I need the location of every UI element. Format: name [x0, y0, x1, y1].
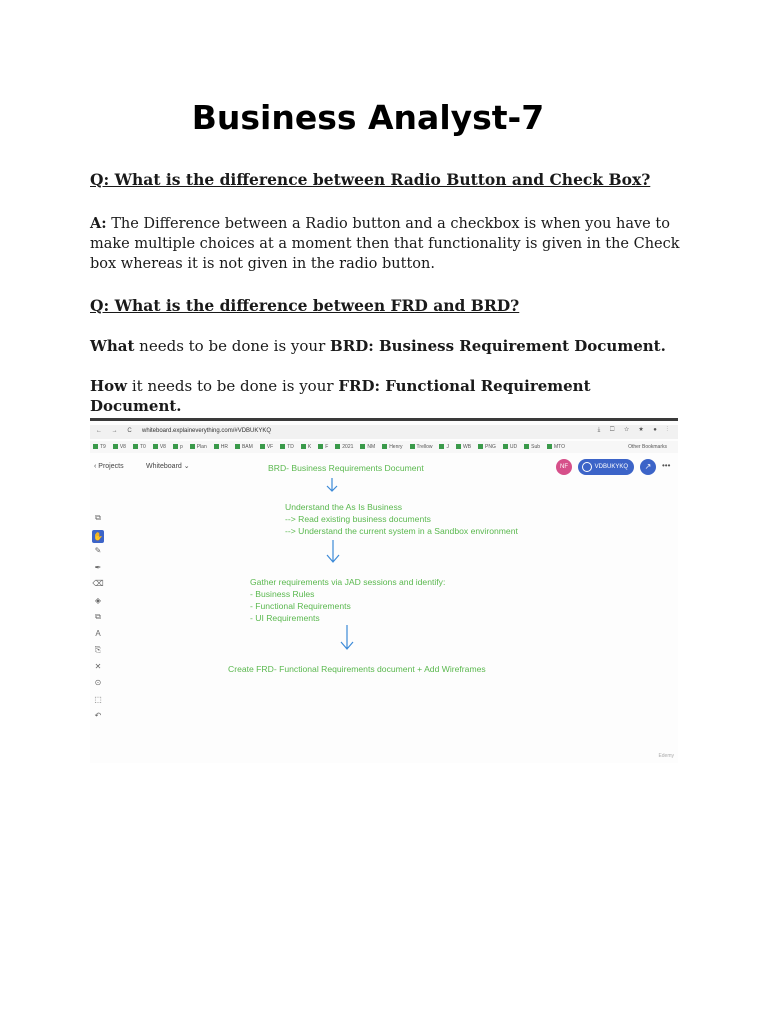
bookmark-item	[439, 444, 449, 450]
tool-icon: ✒	[94, 562, 102, 572]
step-1-a: --> Read existing business documents	[285, 514, 431, 524]
share-icon: ↗	[640, 459, 656, 475]
bookmark-item	[382, 444, 402, 450]
brd-title: BRD- Business Requirements Document	[268, 463, 424, 473]
bookmark-label: BAM	[241, 444, 253, 450]
bookmark-icon	[280, 444, 285, 449]
url-text: whiteboard.explaineverything.com/#VDBUKYKQ	[142, 428, 272, 434]
bookmark-item	[410, 444, 433, 450]
step-2: Gather requirements via JAD sessions and identify:	[250, 577, 446, 587]
bookmark-icon	[547, 444, 552, 449]
down-arrow-2	[326, 539, 340, 565]
bookmark-label: V8	[119, 444, 126, 450]
bookmark-icon	[173, 444, 178, 449]
bookmark-item	[301, 444, 311, 450]
tool-icon: A	[95, 628, 101, 638]
whiteboard-menu: Whiteboard ⌄	[146, 463, 190, 470]
bookmark-icon	[190, 444, 195, 449]
bookmark-label: Plan	[196, 444, 207, 450]
session-code-badge	[578, 459, 634, 475]
step-2-a: - Business Rules	[250, 589, 315, 599]
bookmark-item	[173, 444, 183, 450]
bookmark-label: UD	[509, 444, 518, 450]
bookmark-item	[235, 444, 253, 450]
bookmark-item	[318, 444, 328, 450]
brd-definition: BRD: Business Requirement Document.	[330, 337, 666, 355]
bookmark-icon	[456, 444, 461, 449]
browser-tool-icons: ⤓ ☐ ☆ ★ ● ⋮	[597, 427, 672, 433]
bookmark-label: VF	[266, 444, 274, 450]
bookmark-label: T0	[139, 444, 146, 450]
how-line	[90, 376, 680, 416]
bookmark-item	[456, 444, 471, 450]
bookmark-label: WB	[462, 444, 472, 450]
bookmark-label: F	[325, 444, 329, 450]
down-arrow-1	[326, 477, 338, 493]
more-icon: •••	[662, 461, 671, 470]
step-1-block	[285, 501, 518, 537]
browser-address-bar	[90, 425, 678, 439]
tool-icon: ⎘	[94, 645, 102, 654]
watermark-credit: Edemy	[658, 753, 674, 759]
bookmark-icon	[153, 444, 158, 449]
how-word: How	[90, 377, 128, 395]
bookmark-item	[93, 444, 106, 450]
bookmark-icon	[360, 444, 365, 449]
bookmark-label: PNG	[485, 444, 496, 450]
projects-link: ‹ Projects	[94, 463, 124, 470]
bookmark-item	[280, 444, 294, 450]
browser-nav-icons: ← → C	[96, 428, 136, 434]
bookmark-icon	[260, 444, 265, 449]
bookmark-icon	[503, 444, 508, 449]
page-title: Business Analyst-7	[191, 98, 545, 137]
bookmark-label: K	[307, 444, 312, 450]
tool-icon: ◈	[94, 595, 102, 605]
bookmark-icon	[524, 444, 529, 449]
tool-icon: ↶	[94, 711, 102, 720]
bookmark-label: NM	[367, 444, 376, 450]
bookmark-icon	[235, 444, 240, 449]
step-2-b: - Functional Requirements	[250, 601, 351, 611]
step-1: Understand the As Is Business	[285, 502, 403, 512]
bookmark-item	[214, 444, 228, 450]
question-2: Q: What is the difference between FRD and BRD?	[90, 296, 520, 315]
bookmark-icon	[113, 444, 118, 449]
projects-label: Projects	[98, 463, 124, 470]
bookmark-label: MTO	[554, 444, 566, 450]
bookmark-item	[503, 444, 517, 450]
bookmark-label: p	[179, 444, 183, 450]
bookmark-item	[360, 444, 375, 450]
other-bookmarks: Other Bookmarks	[628, 444, 667, 450]
tool-icon: ✋	[93, 531, 103, 541]
bookmark-icon	[335, 444, 340, 449]
step-3: Create FRD- Functional Requirements document + Add Wireframes	[228, 664, 486, 674]
bookmark-label: TD	[287, 444, 294, 450]
bookmark-item	[113, 444, 126, 450]
answer-1-text: The Difference between a Radio button and a checkbox is when you have to make multiple choices at a moment then that functionality is given in the Check box whereas it is not given in the radio button.	[90, 216, 680, 272]
frd-definition: FRD: Functional Requirement Document.	[90, 377, 591, 415]
bookmark-item	[524, 444, 540, 450]
bookmark-list	[93, 444, 572, 450]
bookmark-item	[153, 444, 166, 450]
bookmark-label: V8	[159, 444, 166, 450]
what-word: What	[90, 337, 135, 355]
bookmark-icon	[301, 444, 306, 449]
tool-icon: ✎	[94, 546, 102, 555]
what-middle: needs to be done is your	[134, 337, 331, 355]
bookmark-item	[547, 444, 565, 450]
session-code: VDBUKYKQ	[594, 464, 628, 470]
bookmark-icon	[478, 444, 483, 449]
bookmark-label: Sub	[531, 444, 541, 450]
what-line	[90, 336, 680, 356]
bookmark-icon	[382, 444, 387, 449]
bookmark-item	[478, 444, 496, 450]
step-1-b: --> Understand the current system in a Sandbox environment	[285, 526, 518, 536]
bookmark-label: 2021	[342, 444, 354, 450]
how-middle: it needs to be done is your	[127, 377, 339, 395]
tool-icon: ⌫	[92, 579, 104, 588]
bookmark-item	[133, 444, 146, 450]
tool-icon: ✕	[94, 661, 102, 671]
bookmark-icon	[214, 444, 219, 449]
step-2-block	[250, 576, 445, 624]
bookmark-label: HR	[220, 444, 228, 450]
bookmark-icon	[133, 444, 138, 449]
bookmark-icon	[318, 444, 323, 449]
bookmark-label: Trellow	[416, 444, 433, 450]
question-1: Q: What is the difference between Radio Button and Check Box?	[90, 170, 651, 189]
avatar: NF	[556, 459, 572, 475]
drawing-toolbar	[92, 513, 104, 728]
bookmark-icon	[93, 444, 98, 449]
bookmark-label: T9	[100, 444, 106, 450]
bookmark-item	[190, 444, 207, 450]
whiteboard-screenshot	[90, 418, 678, 763]
bookmarks-bar	[90, 441, 678, 453]
down-arrow-3	[340, 624, 354, 652]
tool-icon: ⬚	[94, 694, 102, 704]
tool-icon: ⧉	[95, 612, 101, 621]
whiteboard-menu-label: Whiteboard	[146, 463, 182, 470]
bookmark-item	[335, 444, 353, 450]
bookmark-item	[260, 444, 273, 450]
user-icon	[582, 462, 592, 472]
answer-1-label: A:	[90, 215, 107, 232]
bookmark-label: Henry	[389, 444, 403, 450]
bookmark-icon	[410, 444, 415, 449]
bookmark-label: J	[446, 444, 449, 450]
answer-1	[90, 214, 680, 274]
tool-icon: ⊙	[94, 678, 102, 687]
step-2-c: - UI Requirements	[250, 613, 320, 623]
tool-icon: ⧉	[95, 513, 101, 522]
bookmark-icon	[439, 444, 444, 449]
